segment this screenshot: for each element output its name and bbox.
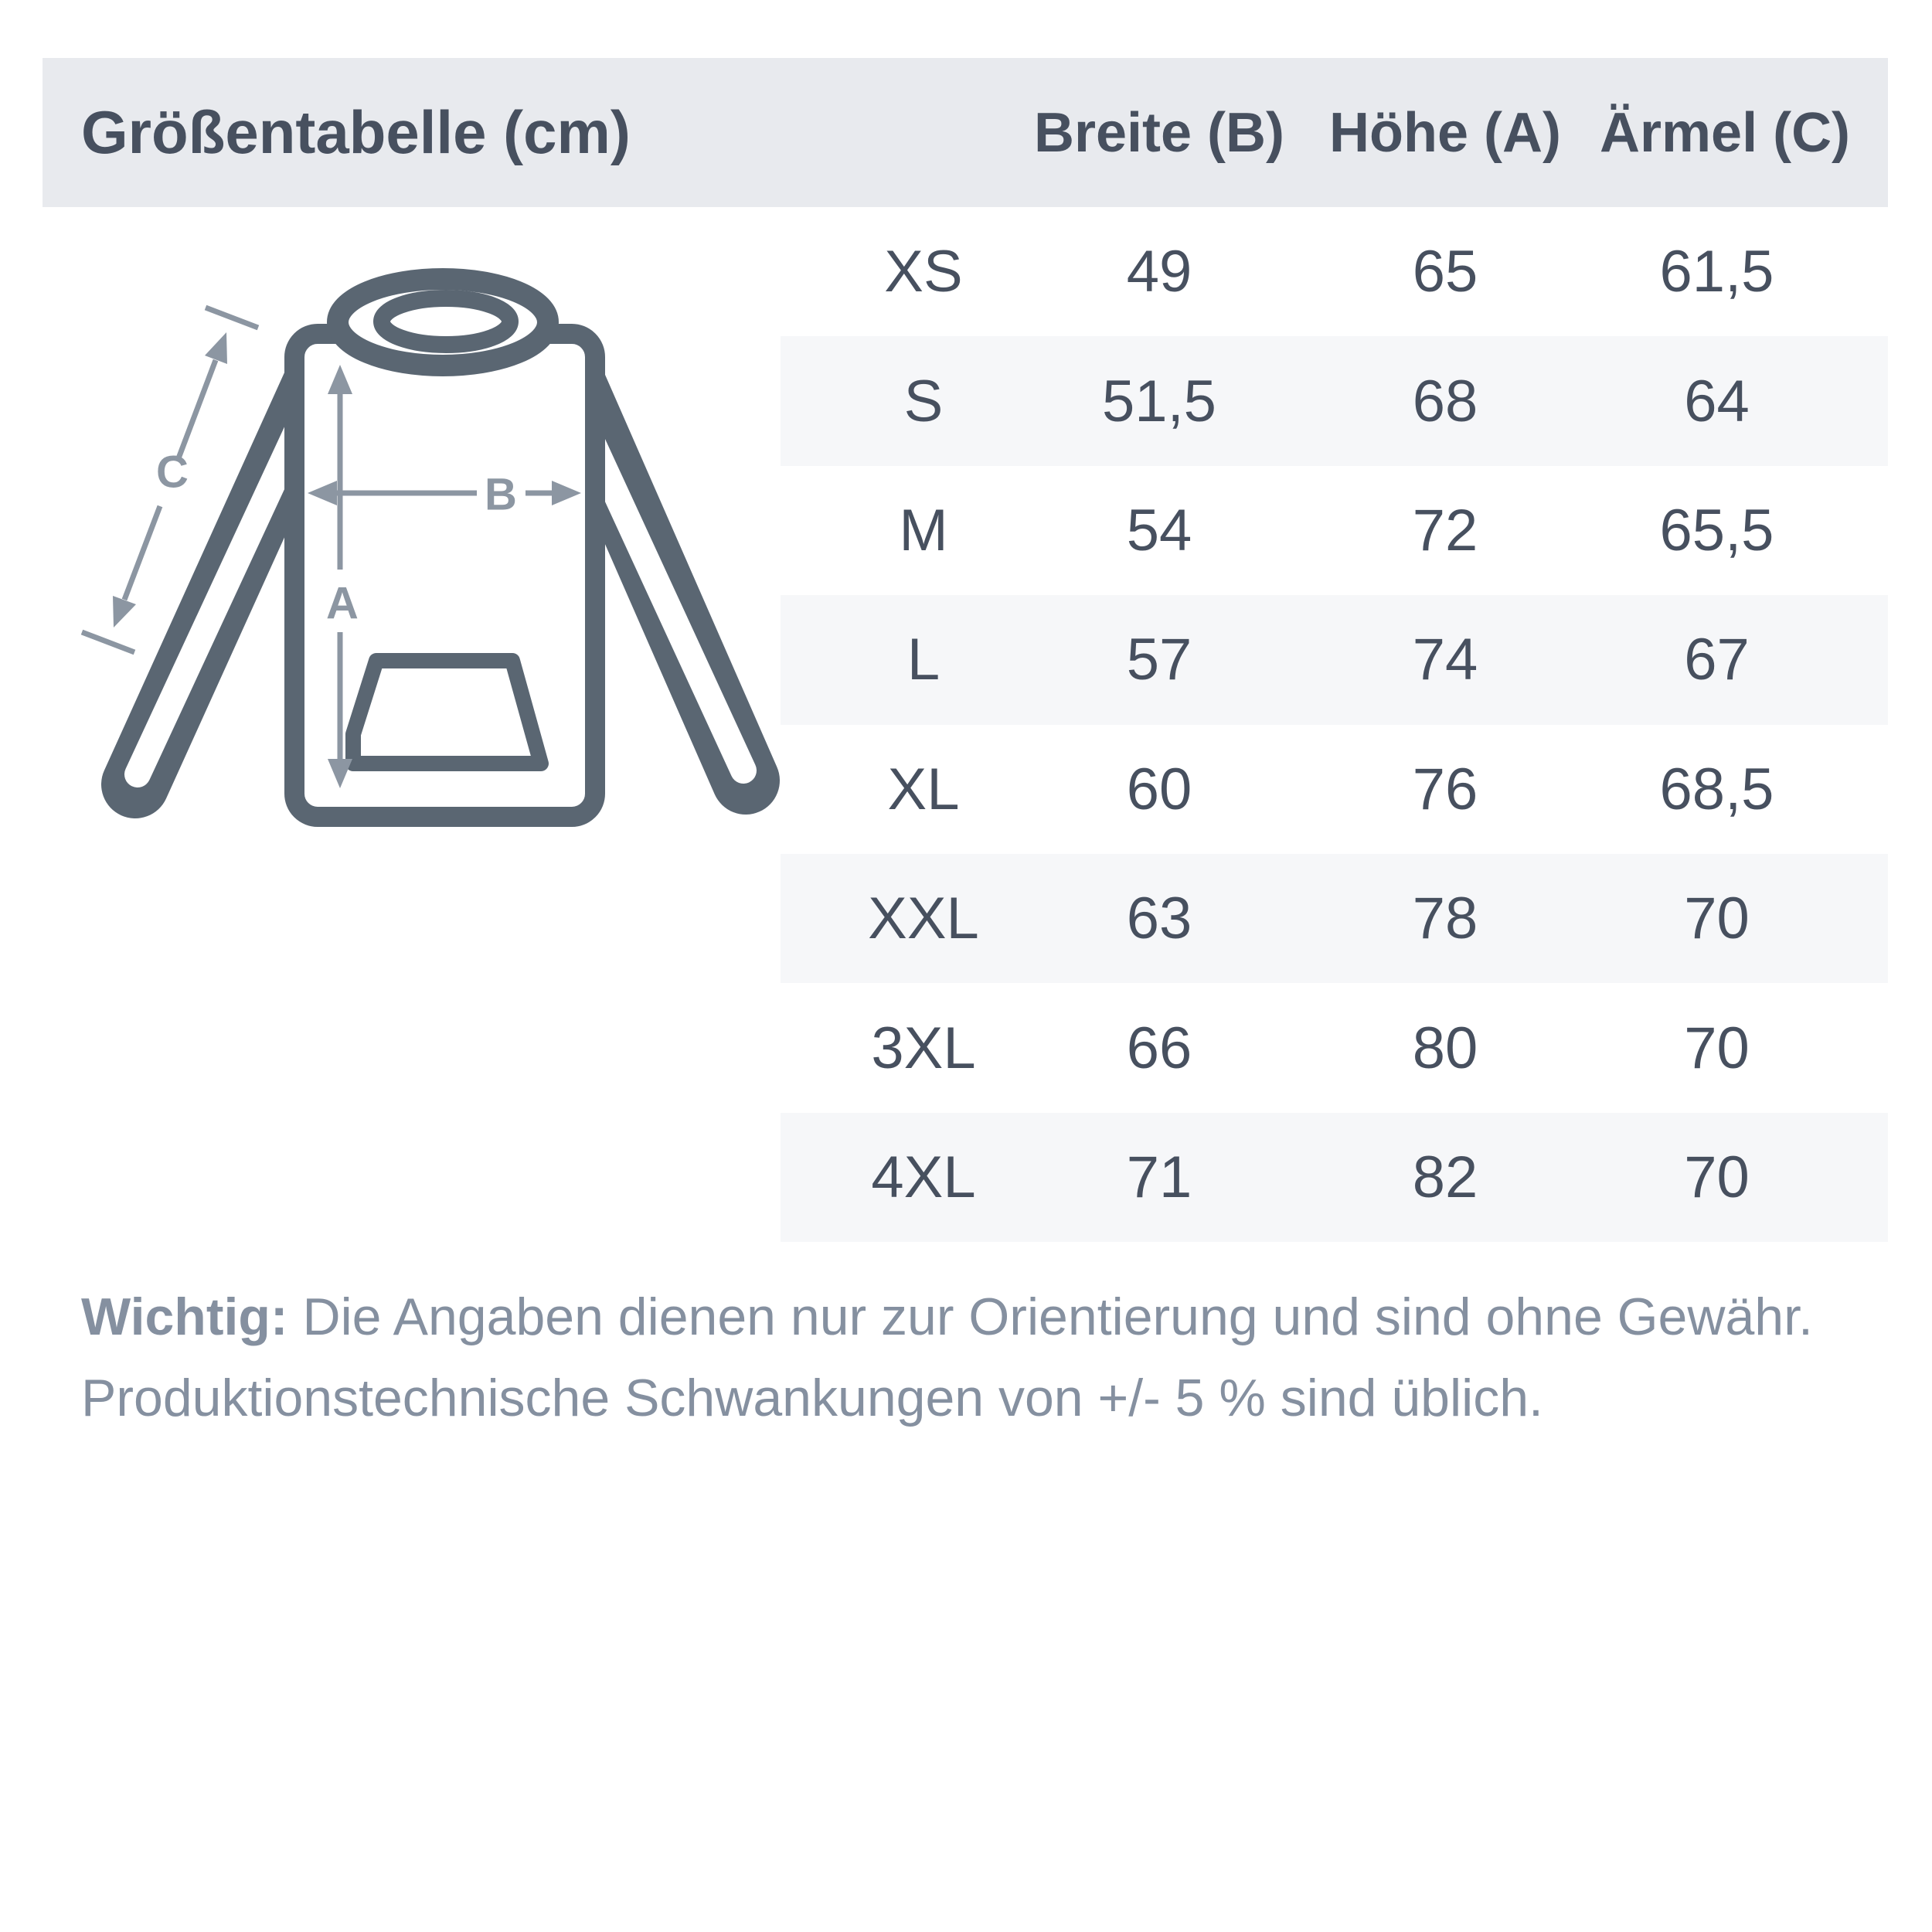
column-header-breite: Breite (B) — [1033, 101, 1285, 164]
label-b: B — [485, 469, 517, 520]
aermel-value: 67 — [1684, 627, 1750, 693]
size-label: S — [903, 368, 944, 434]
table-row — [781, 983, 1888, 1112]
breite-value: 71 — [1126, 1144, 1192, 1210]
size-label: M — [899, 497, 948, 563]
aermel-value: 64 — [1684, 368, 1750, 434]
c-cap-bottom — [82, 632, 134, 652]
size-label: XL — [887, 756, 960, 822]
disclaimer-line-1 — [81, 1277, 1874, 1358]
hoodie-diagram-svg — [62, 240, 796, 850]
aermel-value: 70 — [1684, 1015, 1750, 1081]
hoehe-value: 74 — [1412, 627, 1478, 693]
size-label: 4XL — [871, 1144, 976, 1210]
hoehe-value: 78 — [1412, 886, 1478, 952]
breite-value: 63 — [1126, 886, 1192, 952]
breite-value: 51,5 — [1102, 368, 1216, 434]
c-arrowhead-bottom — [113, 596, 136, 628]
breite-value: 54 — [1126, 497, 1192, 563]
table-row — [781, 207, 1888, 336]
aermel-value: 70 — [1684, 1144, 1750, 1210]
table-row — [781, 466, 1888, 595]
disclaimer-line-1-rest: Die Angaben dienen nur zur Orientierung und sind ohne Gewähr. — [287, 1287, 1813, 1346]
size-label: XXL — [868, 886, 979, 952]
disclaimer-text — [81, 1277, 1874, 1440]
size-label: XS — [884, 239, 963, 305]
label-c: C — [156, 447, 189, 498]
aermel-value: 68,5 — [1659, 756, 1774, 822]
table-row — [781, 725, 1888, 854]
hood-inner — [382, 298, 510, 345]
label-a: A — [326, 578, 359, 629]
hoehe-value: 76 — [1412, 756, 1478, 822]
hoehe-value: 80 — [1412, 1015, 1478, 1081]
size-table — [781, 207, 1888, 1242]
c-cap-top — [206, 308, 258, 328]
breite-value: 49 — [1126, 239, 1192, 305]
hoehe-value: 72 — [1412, 497, 1478, 563]
c-arrowhead-top — [205, 332, 227, 364]
aermel-value: 61,5 — [1659, 239, 1774, 305]
table-row — [781, 336, 1888, 465]
table-row — [781, 1113, 1888, 1242]
c-line-lower — [124, 506, 160, 600]
aermel-value: 65,5 — [1659, 497, 1774, 563]
size-label: L — [906, 627, 940, 693]
hoehe-value: 68 — [1412, 368, 1478, 434]
table-row — [781, 595, 1888, 724]
size-label: 3XL — [871, 1015, 976, 1081]
column-header-hoehe: Höhe (A) — [1329, 101, 1561, 164]
column-header-aermel: Ärmel (C) — [1600, 101, 1851, 164]
table-row — [781, 854, 1888, 983]
c-line-upper — [179, 360, 216, 458]
hoodie-measurement-diagram — [62, 240, 796, 850]
breite-value: 57 — [1126, 627, 1192, 693]
breite-value: 66 — [1126, 1015, 1192, 1081]
aermel-value: 70 — [1684, 886, 1750, 952]
hoehe-value: 82 — [1412, 1144, 1478, 1210]
disclaimer-bold: Wichtig: — [81, 1287, 288, 1346]
pocket — [353, 661, 541, 764]
disclaimer-line-2: Produktionstechnische Schwankungen von +/- 5 % sind üblich. — [81, 1369, 1543, 1428]
size-chart-header — [43, 58, 1888, 207]
hoehe-value: 65 — [1412, 239, 1478, 305]
size-chart-title: Größentabelle (cm) — [81, 98, 631, 166]
breite-value: 60 — [1126, 756, 1192, 822]
